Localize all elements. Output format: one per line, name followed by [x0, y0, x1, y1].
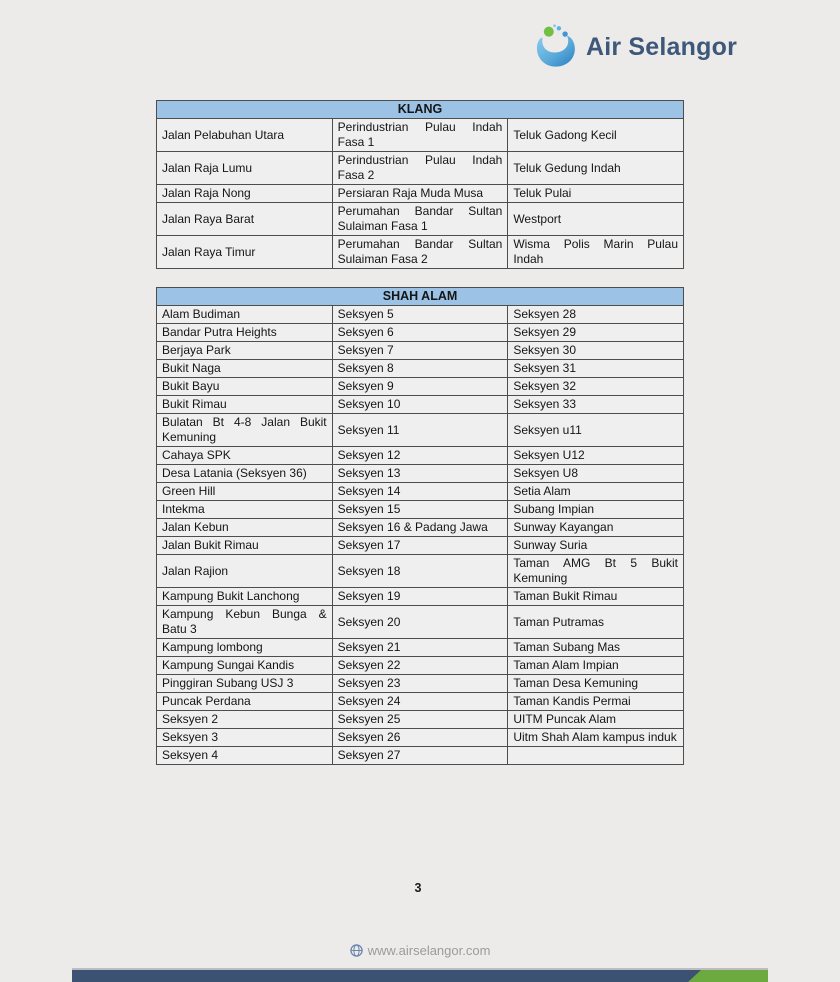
table-cell: Taman Putramas — [508, 606, 684, 639]
table-row — [157, 119, 684, 152]
table-cell: Setia Alam — [508, 483, 684, 501]
table-cell: Jalan Raya Barat — [157, 203, 333, 236]
table-cell: Kampung lombong — [157, 639, 333, 657]
table-cell: Alam Budiman — [157, 306, 333, 324]
table-cell: Bukit Bayu — [157, 378, 333, 396]
table-cell: Seksyen 6 — [332, 324, 508, 342]
table-row — [157, 729, 684, 747]
table-row — [157, 414, 684, 447]
table-cell: Kampung Kebun Bunga & Batu 3 — [157, 606, 333, 639]
table-cell: Westport — [508, 203, 684, 236]
table-cell: Seksyen 9 — [332, 378, 508, 396]
table-cell: UITM Puncak Alam — [508, 711, 684, 729]
table-cell: Seksyen 15 — [332, 501, 508, 519]
table-cell: Jalan Bukit Rimau — [157, 537, 333, 555]
table-cell: Sunway Kayangan — [508, 519, 684, 537]
table-row — [157, 639, 684, 657]
table-row — [157, 465, 684, 483]
table-row — [157, 324, 684, 342]
table-cell: Seksyen 31 — [508, 360, 684, 378]
table-cell: Seksyen 8 — [332, 360, 508, 378]
table-cell: Jalan Rajion — [157, 555, 333, 588]
table-cell: Wisma Polis Marin Pulau Indah — [508, 236, 684, 269]
table-cell: Seksyen 30 — [508, 342, 684, 360]
table-cell: Seksyen 10 — [332, 396, 508, 414]
table-cell: Seksyen 11 — [332, 414, 508, 447]
table-cell: Perumahan Bandar Sultan Sulaiman Fasa 1 — [332, 203, 508, 236]
table-cell: Seksyen 18 — [332, 555, 508, 588]
shah-alam-table — [156, 287, 684, 765]
table-cell: Berjaya Park — [157, 342, 333, 360]
table-row — [157, 588, 684, 606]
table-cell: Jalan Raya Timur — [157, 236, 333, 269]
table-cell: Kampung Bukit Lanchong — [157, 588, 333, 606]
table-row — [157, 447, 684, 465]
table-cell: Jalan Kebun — [157, 519, 333, 537]
klang-table — [156, 100, 684, 269]
water-drop-icon — [533, 24, 579, 70]
table-row — [157, 152, 684, 185]
table-row — [157, 185, 684, 203]
table-cell: Cahaya SPK — [157, 447, 333, 465]
table-cell: Seksyen 28 — [508, 306, 684, 324]
table-cell: Bulatan Bt 4-8 Jalan Bukit Kemuning — [157, 414, 333, 447]
table-cell: Teluk Gedung Indah — [508, 152, 684, 185]
table-cell: Taman Alam Impian — [508, 657, 684, 675]
table-cell: Seksyen 4 — [157, 747, 333, 765]
table-row — [157, 236, 684, 269]
table-cell: Desa Latania (Seksyen 36) — [157, 465, 333, 483]
table-cell: Kampung Sungai Kandis — [157, 657, 333, 675]
table-cell: Seksyen 21 — [332, 639, 508, 657]
logo-text: Air Selangor — [585, 32, 737, 61]
table-cell: Persiaran Raja Muda Musa — [332, 185, 508, 203]
table-cell: Seksyen 13 — [332, 465, 508, 483]
table-cell: Seksyen 22 — [332, 657, 508, 675]
table-cell: Taman Bukit Rimau — [508, 588, 684, 606]
table-cell: Perindustrian Pulau Indah Fasa 1 — [332, 119, 508, 152]
tables-area — [156, 100, 684, 765]
table-cell: Seksyen 33 — [508, 396, 684, 414]
table-cell: Seksyen 19 — [332, 588, 508, 606]
table-cell: Seksyen 27 — [332, 747, 508, 765]
table-cell: Seksyen 2 — [157, 711, 333, 729]
table-cell: Jalan Pelabuhan Utara — [157, 119, 333, 152]
table-cell — [508, 747, 684, 765]
table-cell: Teluk Gadong Kecil — [508, 119, 684, 152]
footer-website-line — [0, 943, 840, 960]
table-row — [157, 306, 684, 324]
table-row — [157, 711, 684, 729]
table-cell: Perumahan Bandar Sultan Sulaiman Fasa 2 — [332, 236, 508, 269]
table-cell: Taman Desa Kemuning — [508, 675, 684, 693]
table-row — [157, 378, 684, 396]
table-cell: Seksyen U8 — [508, 465, 684, 483]
table-cell: Intekma — [157, 501, 333, 519]
table-cell: Seksyen 20 — [332, 606, 508, 639]
table-cell: Jalan Raja Lumu — [157, 152, 333, 185]
table-cell: Taman Subang Mas — [508, 639, 684, 657]
bottom-bar — [72, 968, 768, 982]
table-cell: Bandar Putra Heights — [157, 324, 333, 342]
table-row — [157, 501, 684, 519]
table-cell: Pinggiran Subang USJ 3 — [157, 675, 333, 693]
table-row — [157, 657, 684, 675]
table-cell: Sunway Suria — [508, 537, 684, 555]
table-row — [157, 396, 684, 414]
table-cell: Seksyen 17 — [332, 537, 508, 555]
table-cell: Seksyen 12 — [332, 447, 508, 465]
table-cell: Green Hill — [157, 483, 333, 501]
table-cell: Seksyen 14 — [332, 483, 508, 501]
table-cell: Taman Kandis Permai — [508, 693, 684, 711]
table-cell: Perindustrian Pulau Indah Fasa 2 — [332, 152, 508, 185]
table-cell: Subang Impian — [508, 501, 684, 519]
table-cell: Puncak Perdana — [157, 693, 333, 711]
table-row — [157, 555, 684, 588]
table-row — [157, 360, 684, 378]
bottom-bar-green-segment — [688, 970, 768, 982]
table-row — [157, 747, 684, 765]
table-cell: Taman AMG Bt 5 Bukit Kemuning — [508, 555, 684, 588]
table-cell: Seksyen 3 — [157, 729, 333, 747]
table-cell: Teluk Pulai — [508, 185, 684, 203]
table-row — [157, 537, 684, 555]
page-number: 3 — [414, 881, 422, 895]
table-title: KLANG — [157, 101, 684, 119]
table-cell: Bukit Naga — [157, 360, 333, 378]
table-cell: Seksyen U12 — [508, 447, 684, 465]
table-cell: Seksyen 32 — [508, 378, 684, 396]
table-row — [157, 675, 684, 693]
table-cell: Seksyen u11 — [508, 414, 684, 447]
table-header-row — [157, 101, 684, 119]
table-cell: Seksyen 16 & Padang Jawa — [332, 519, 508, 537]
footer-website-text: www.airselangor.com — [367, 943, 491, 958]
air-selangor-logo — [533, 24, 737, 70]
table-cell: Seksyen 26 — [332, 729, 508, 747]
table-cell: Jalan Raja Nong — [157, 185, 333, 203]
table-row — [157, 203, 684, 236]
table-row — [157, 693, 684, 711]
table-cell: Seksyen 24 — [332, 693, 508, 711]
table-cell: Seksyen 25 — [332, 711, 508, 729]
table-cell: Seksyen 7 — [332, 342, 508, 360]
table-row — [157, 342, 684, 360]
table-row — [157, 483, 684, 501]
table-row — [157, 606, 684, 639]
globe-icon — [350, 944, 363, 957]
table-header-row — [157, 288, 684, 306]
table-cell: Seksyen 23 — [332, 675, 508, 693]
table-cell: Uitm Shah Alam kampus induk — [508, 729, 684, 747]
table-cell: Bukit Rimau — [157, 396, 333, 414]
table-cell: Seksyen 29 — [508, 324, 684, 342]
table-row — [157, 519, 684, 537]
table-cell: Seksyen 5 — [332, 306, 508, 324]
table-title: SHAH ALAM — [157, 288, 684, 306]
